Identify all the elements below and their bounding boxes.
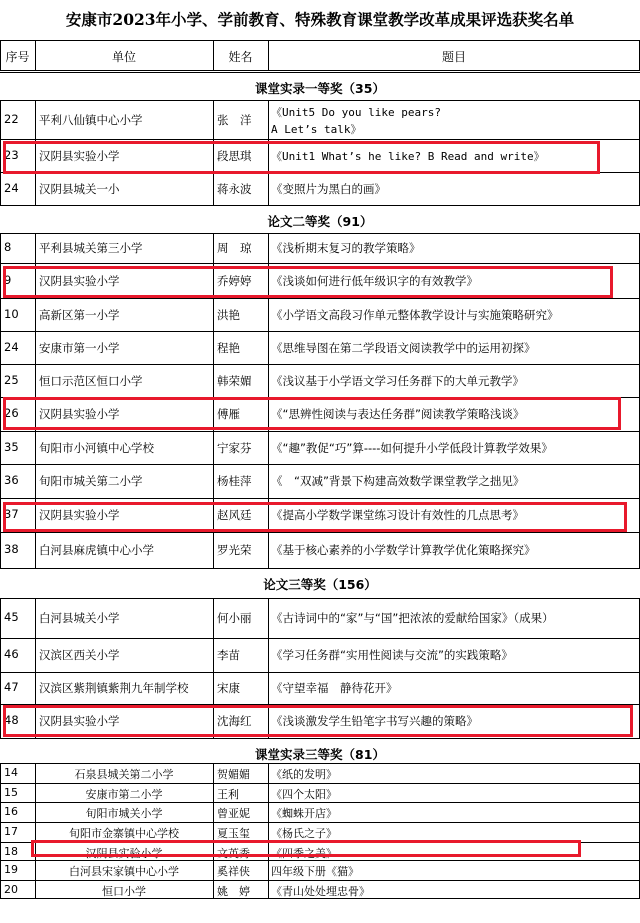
row-name: 杨桂萍 — [217, 474, 252, 488]
row-divider — [0, 464, 640, 465]
row-divider — [0, 598, 640, 599]
row-unit: 汉阴县实验小学 — [39, 149, 120, 163]
column-divider — [0, 331, 1, 364]
section-title: 课堂实录三等奖（81） — [255, 747, 385, 762]
row-topic: 《浅谈激发学生铅笔字书写兴趣的策略》 — [271, 714, 478, 728]
header-top-line — [0, 40, 640, 41]
row-seq: 9 — [4, 273, 12, 287]
row-divider — [0, 638, 640, 639]
row-topic: 《浅谈如何进行低年级识字的有效教学》 — [271, 274, 478, 288]
column-divider — [35, 331, 36, 364]
column-divider — [268, 364, 269, 397]
row-name: 奚祥侠 — [217, 865, 250, 878]
column-divider — [0, 397, 1, 431]
column-divider — [35, 233, 36, 263]
row-unit: 高新区第一小学 — [39, 308, 120, 322]
row-topic: 《杨氏之子》 — [271, 827, 337, 840]
row-unit: 旬阳市城关第二小学 — [39, 474, 143, 488]
column-divider — [268, 532, 269, 568]
row-name: 曾亚妮 — [217, 807, 250, 820]
column-divider — [268, 638, 269, 672]
column-divider — [213, 431, 214, 464]
row-name: 姚 婷 — [217, 885, 250, 898]
row-name: 赵风廷 — [217, 508, 252, 522]
row-unit: 平利县城关第三小学 — [39, 241, 143, 255]
row-seq: 20 — [4, 883, 18, 896]
row-seq: 16 — [4, 805, 18, 818]
row-seq: 45 — [4, 610, 19, 624]
column-divider — [0, 364, 1, 397]
column-divider — [213, 822, 214, 842]
column-divider — [268, 598, 269, 638]
row-name: 洪艳 — [217, 308, 240, 322]
row-divider — [0, 860, 640, 861]
column-divider — [0, 860, 1, 880]
row-unit: 石泉县城关第二小学 — [74, 768, 174, 781]
table-bottom-line — [0, 898, 640, 899]
row-seq: 38 — [4, 542, 19, 556]
section-title: 论文二等奖（91） — [267, 214, 373, 229]
row-divider — [0, 763, 640, 764]
column-divider — [213, 233, 214, 263]
row-name: 李苗 — [217, 648, 240, 662]
row-divider — [0, 822, 640, 823]
section-top-line — [0, 568, 640, 569]
column-divider — [0, 704, 1, 738]
column-divider — [268, 331, 269, 364]
row-topic-line2: A Let’s talk》 — [271, 123, 362, 136]
row-name: 宁家芬 — [217, 441, 252, 455]
row-name: 傅雁 — [217, 407, 240, 421]
header-unit: 单位 — [111, 50, 136, 64]
row-topic: 《四个太阳》 — [271, 788, 337, 801]
section-top-line — [0, 205, 640, 206]
row-divider — [0, 298, 640, 299]
column-divider — [268, 298, 269, 331]
highlight-box — [3, 397, 621, 430]
row-name: 文英秀 — [217, 847, 250, 860]
row-topic: 《 “双减”背景下构建高效数学课堂教学之拙见》 — [271, 474, 525, 488]
column-divider — [0, 464, 1, 498]
highlight-box — [3, 705, 633, 737]
row-topic: 《思维导图在第二学段语文阅读教学中的运用初探》 — [271, 341, 536, 355]
row-divider — [0, 802, 640, 803]
header-name: 姓名 — [228, 50, 253, 64]
column-divider — [268, 431, 269, 464]
row-name: 王利 — [217, 788, 239, 801]
row-unit: 安康市第二小学 — [85, 788, 163, 801]
column-divider — [0, 842, 1, 860]
header-topic: 题目 — [441, 50, 466, 64]
column-divider — [268, 783, 269, 802]
row-unit: 汉阴县实验小学 — [85, 847, 163, 860]
row-topic: 《基于核心素养的小学数学计算教学优化策略探究》 — [271, 543, 536, 557]
row-name: 周 琼 — [217, 241, 252, 255]
row-seq: 22 — [4, 112, 19, 126]
column-divider — [0, 298, 1, 331]
column-divider — [35, 172, 36, 205]
row-divider — [0, 139, 640, 140]
row-topic: 《Unit5 Do you like pears? — [271, 106, 441, 119]
column-divider — [0, 172, 1, 205]
row-seq: 37 — [4, 507, 19, 521]
column-divider — [0, 431, 1, 464]
row-seq: 47 — [4, 680, 19, 694]
column-divider — [213, 364, 214, 397]
column-divider — [0, 802, 1, 822]
row-unit: 白河县宋家镇中心小学 — [69, 865, 179, 878]
column-divider — [268, 802, 269, 822]
row-seq: 48 — [4, 713, 19, 727]
row-unit: 旬阳市城关小学 — [85, 807, 163, 820]
column-divider — [213, 880, 214, 898]
header-divider — [213, 40, 214, 70]
row-seq: 15 — [4, 786, 18, 799]
row-name: 乔婷婷 — [217, 274, 252, 288]
row-topic: 《学习任务群“实用性阅读与交流”的实践策略》 — [271, 648, 513, 662]
row-divider — [0, 233, 640, 234]
row-seq: 19 — [4, 863, 18, 876]
column-divider — [0, 638, 1, 672]
row-name: 段思琪 — [217, 149, 252, 163]
row-topic: 《古诗词中的“家”与“国”把浓浓的爱献给国家》（成果） — [271, 611, 554, 625]
row-unit: 汉滨区紫荆镇紫荆九年制学校 — [39, 681, 189, 695]
column-divider — [213, 860, 214, 880]
column-divider — [0, 100, 1, 139]
row-seq: 10 — [4, 307, 19, 321]
column-divider — [213, 598, 214, 638]
row-topic: 《变照片为黑白的画》 — [271, 182, 386, 196]
column-divider — [0, 498, 1, 532]
page-title: 安康市2023年小学、学前教育、特殊教育课堂教学改革成果评选获奖名单 — [65, 10, 575, 29]
row-divider — [0, 532, 640, 533]
row-seq: 36 — [4, 473, 19, 487]
section-title: 论文三等奖（156） — [263, 577, 377, 592]
column-divider — [0, 598, 1, 638]
row-unit: 白河县城关小学 — [39, 611, 120, 625]
row-unit: 旬阳市小河镇中心学校 — [39, 441, 154, 455]
row-name: 宋康 — [217, 681, 240, 695]
column-divider — [35, 638, 36, 672]
column-divider — [0, 763, 1, 783]
row-seq: 17 — [4, 825, 18, 838]
row-unit: 安康市第一小学 — [39, 341, 120, 355]
column-divider — [268, 763, 269, 783]
header-bottom-line — [0, 70, 640, 71]
row-seq: 18 — [4, 845, 18, 858]
row-topic: 《青山处处埋忠骨》 — [271, 885, 370, 898]
row-divider — [0, 100, 640, 101]
row-name: 夏玉玺 — [217, 827, 250, 840]
column-divider — [0, 880, 1, 898]
row-name: 蒋永波 — [217, 182, 252, 196]
row-topic: 《Unit1 What’s he like? B Read and write》 — [271, 150, 545, 163]
row-divider — [0, 672, 640, 673]
column-divider — [0, 532, 1, 568]
column-divider — [0, 672, 1, 704]
row-topic: 《蜘蛛开店》 — [271, 807, 337, 820]
column-divider — [268, 860, 269, 880]
header-divider — [0, 40, 1, 70]
row-seq: 35 — [4, 440, 19, 454]
column-divider — [35, 100, 36, 139]
row-topic: 《小学语文高段习作单元整体教学设计与实施策略研究》 — [271, 308, 559, 322]
row-unit: 恒口示范区恒口小学 — [39, 374, 143, 388]
row-unit: 汉阴县城关一小 — [39, 182, 120, 196]
column-divider — [35, 532, 36, 568]
row-name: 张 洋 — [217, 113, 252, 127]
row-topic: 《浅析期末复习的教学策略》 — [271, 241, 421, 255]
section-top-line — [0, 72, 640, 73]
row-topic: 《提高小学数学课堂练习设计有效性的几点思考》 — [271, 508, 524, 522]
row-unit: 汉滨区西关小学 — [39, 648, 120, 662]
row-seq: 14 — [4, 766, 18, 779]
row-topic: 《浅议基于小学语文学习任务群下的大单元教学》 — [271, 374, 524, 388]
header-divider — [268, 40, 269, 70]
row-topic: 四年级下册《猫》 — [271, 865, 359, 878]
column-divider — [268, 233, 269, 263]
section-top-line — [0, 738, 640, 739]
column-divider — [0, 233, 1, 263]
column-divider — [268, 822, 269, 842]
row-topic: 《“思辨性阅读与表达任务群”阅读教学策略浅谈》 — [271, 407, 525, 421]
column-divider — [213, 763, 214, 783]
row-topic: 《守望幸福 静待花开》 — [271, 681, 398, 695]
row-divider — [0, 331, 640, 332]
column-divider — [268, 172, 269, 205]
column-divider — [0, 783, 1, 802]
column-divider — [35, 672, 36, 704]
row-name: 贺媚媚 — [217, 768, 250, 781]
row-seq: 8 — [4, 240, 12, 254]
highlight-box — [3, 141, 600, 174]
column-divider — [35, 598, 36, 638]
row-seq: 25 — [4, 373, 19, 387]
column-divider — [35, 464, 36, 498]
column-divider — [213, 331, 214, 364]
highlight-box — [3, 502, 627, 532]
column-divider — [213, 783, 214, 802]
column-divider — [213, 464, 214, 498]
row-unit: 汉阴县实验小学 — [39, 508, 120, 522]
row-name: 沈海红 — [217, 714, 252, 728]
row-divider — [0, 431, 640, 432]
row-seq: 24 — [4, 181, 19, 195]
column-divider — [268, 100, 269, 139]
column-divider — [213, 802, 214, 822]
row-unit: 旬阳市金寨镇中心学校 — [69, 827, 179, 840]
row-seq: 46 — [4, 647, 19, 661]
column-divider — [268, 672, 269, 704]
highlight-box — [31, 840, 581, 857]
row-unit: 恒口小学 — [102, 885, 146, 898]
column-divider — [213, 672, 214, 704]
row-divider — [0, 364, 640, 365]
column-divider — [213, 532, 214, 568]
column-divider — [268, 464, 269, 498]
column-divider — [213, 100, 214, 139]
column-divider — [268, 880, 269, 898]
row-unit: 白河县麻虎镇中心小学 — [39, 543, 154, 557]
row-divider — [0, 263, 640, 264]
row-unit: 平利八仙镇中心小学 — [39, 113, 143, 127]
row-unit: 汉阴县实验小学 — [39, 407, 120, 421]
column-divider — [35, 364, 36, 397]
column-divider — [0, 139, 1, 172]
row-divider — [0, 783, 640, 784]
row-topic: 《四季之美》 — [271, 847, 337, 860]
row-topic: 《纸的发明》 — [271, 768, 337, 781]
column-divider — [0, 822, 1, 842]
column-divider — [213, 172, 214, 205]
column-divider — [0, 263, 1, 298]
column-divider — [35, 298, 36, 331]
column-divider — [213, 638, 214, 672]
row-divider — [0, 498, 640, 499]
column-divider — [213, 298, 214, 331]
row-name: 何小丽 — [217, 611, 252, 625]
highlight-box — [3, 266, 613, 298]
row-seq: 24 — [4, 340, 19, 354]
row-name: 罗光荣 — [217, 543, 252, 557]
column-divider — [35, 431, 36, 464]
header-divider — [35, 40, 36, 70]
row-seq: 26 — [4, 406, 19, 420]
row-divider — [0, 880, 640, 881]
row-seq: 23 — [4, 148, 19, 162]
row-name: 程艳 — [217, 341, 240, 355]
row-name: 韩荣媚 — [217, 374, 252, 388]
section-title: 课堂实录一等奖（35） — [255, 81, 385, 96]
row-topic: 《“趣”教促“巧”算----如何提升小学低段计算教学效果》 — [271, 441, 553, 455]
header-seq: 序号 — [5, 50, 30, 64]
row-unit: 汉阴县实验小学 — [39, 274, 120, 288]
row-unit: 汉阴县实验小学 — [39, 714, 120, 728]
